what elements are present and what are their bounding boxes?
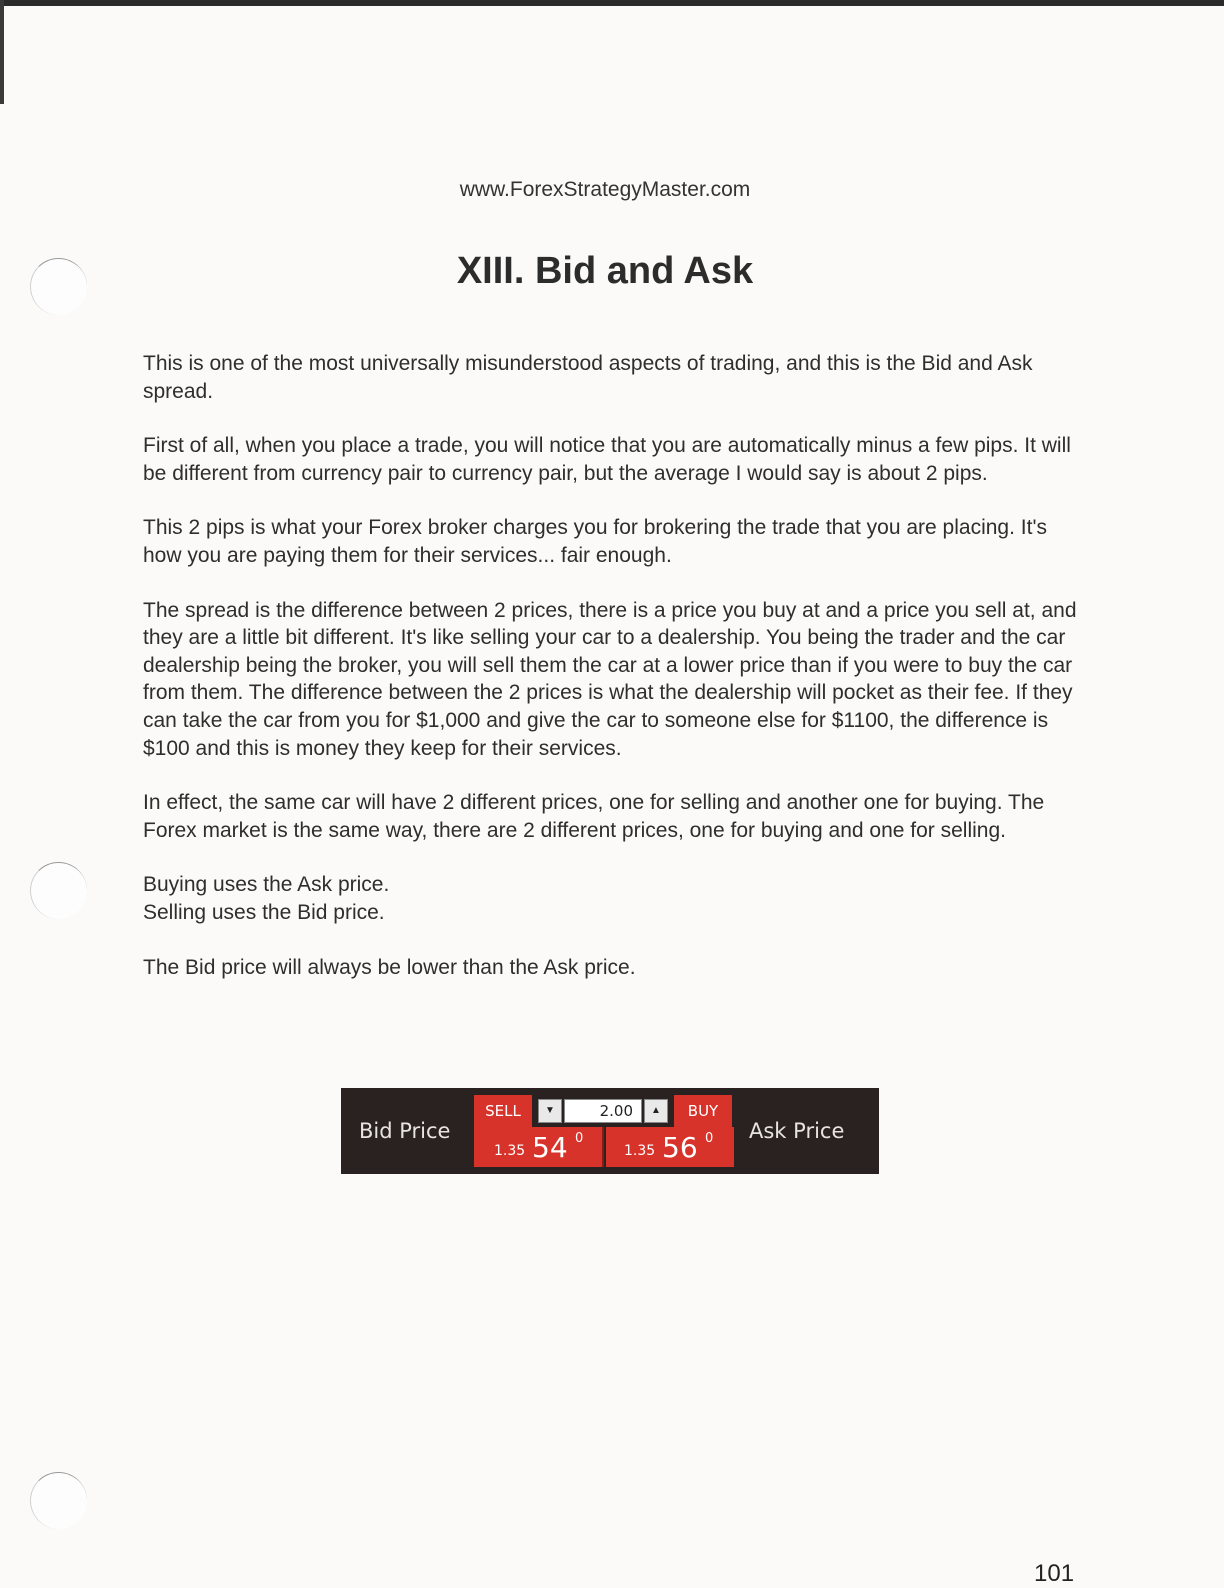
sell-price-fraction: 0	[575, 1131, 584, 1146]
punch-hole-middle	[30, 862, 87, 919]
punch-hole-bottom	[30, 1472, 87, 1529]
paragraph-broker-charge: This 2 pips is what your Forex broker charges you for brokering the trade that you are placing. It's how you are paying them for their services... fair enough.	[143, 516, 1047, 567]
scan-edge-left	[0, 0, 4, 104]
line-selling-bid: Selling uses the Bid price.	[143, 900, 385, 924]
paragraph-two-prices: In effect, the same car will have 2 different prices, one for selling and another one for buying. The Forex market is the same way, there are 2 different prices, one for buying and one for selling.	[143, 791, 1045, 842]
chapter-title: XIII. Bid and Ask	[456, 250, 754, 292]
body-text	[143, 350, 1083, 1008]
sell-price-prefix: 1.35	[494, 1143, 526, 1159]
paragraph-bid-lower: The Bid price will always be lower than the Ask price.	[143, 955, 636, 979]
page-number: 101	[1034, 1560, 1075, 1587]
quantity-input[interactable]: 2.00	[564, 1099, 642, 1123]
paragraph-intro: This is one of the most universally misunderstood aspects of trading, and this is the Bid and Ask spread.	[143, 352, 1033, 403]
site-url: www.ForexStrategyMaster.com	[459, 178, 751, 201]
line-buying-ask: Buying uses the Ask price.	[143, 873, 390, 897]
buy-price-pips: 56	[662, 1131, 698, 1164]
buy-button[interactable]: BUY	[674, 1095, 732, 1127]
paragraph-spread-explained: The spread is the difference between 2 prices, there is a price you buy at and a price you sell at, and they are a little bit different. It's like selling your car to a dealership. You being the trader and the car dealership being the broker, you will sell them the car at a lower price than if you were to buy the car from them. The difference between the 2 prices is what the dealership will pocket as their fee. If they can take the car from you for $1,000 and give the car to someone else for $1100, the difference is $100 and this is money they keep for their services.	[143, 598, 1077, 760]
quantity-increase-icon[interactable]: ▲	[644, 1099, 668, 1123]
quantity-decrease-icon[interactable]: ▼	[538, 1099, 562, 1123]
buy-price-prefix: 1.35	[624, 1143, 656, 1159]
bid-price-label: Bid Price	[359, 1119, 451, 1143]
sell-price-box[interactable]	[474, 1127, 604, 1167]
paragraph-pips: First of all, when you place a trade, you will notice that you are automatically minus a few pips. It will be different from currency pair to currency pair, but the average I would say is about 2 pips.	[143, 434, 1071, 485]
scan-edge-top	[0, 0, 1224, 6]
ask-price-label: Ask Price	[749, 1119, 845, 1143]
buy-price-box[interactable]	[606, 1127, 734, 1167]
buy-price-fraction: 0	[705, 1131, 714, 1146]
trade-widget	[341, 1088, 879, 1174]
sell-price-pips: 54	[532, 1131, 568, 1164]
sell-button[interactable]: SELL	[474, 1095, 532, 1127]
trade-panel	[474, 1095, 734, 1167]
